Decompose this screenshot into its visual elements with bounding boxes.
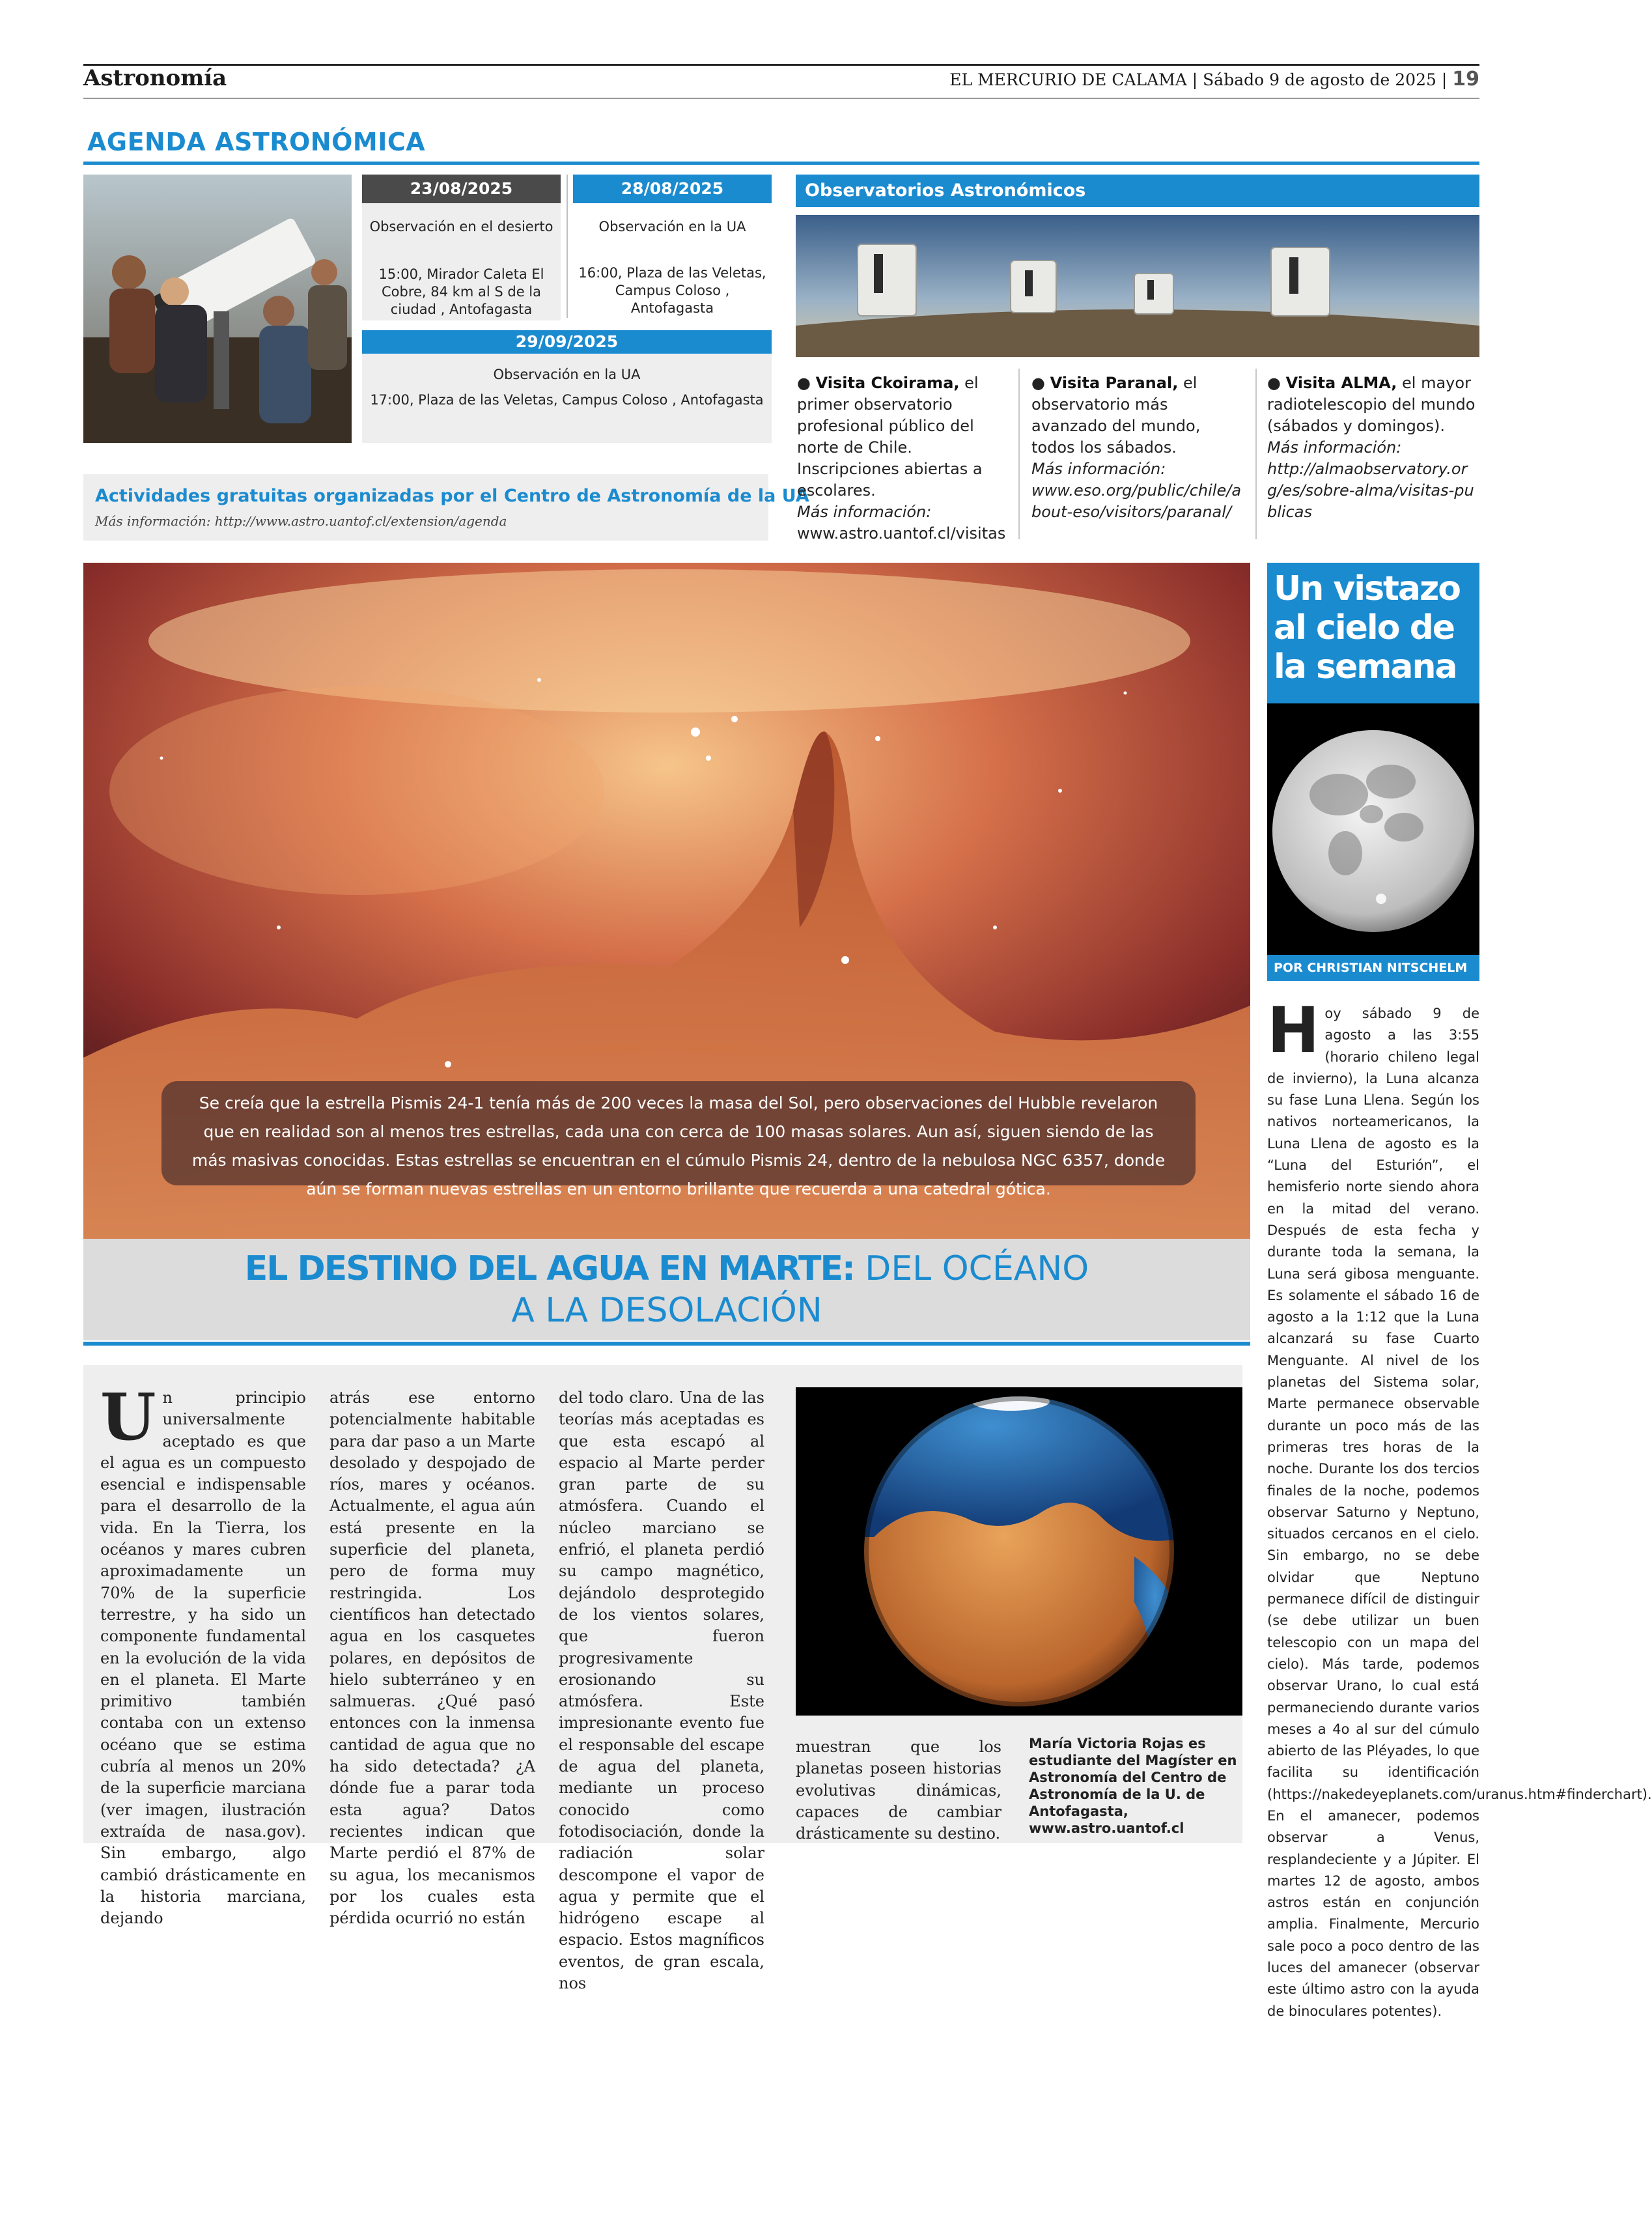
event-date: 28/08/2025 <box>573 175 772 203</box>
visit-ckoirama <box>797 373 1012 544</box>
telescope-photo <box>83 175 352 443</box>
nebula-photo <box>83 563 1250 1239</box>
nebula-caption: Se creía que la estrella Pismis 24-1 tenía más de 200 veces la masa del Sol, pero observaciones del Hubble revelaron que en realidad son al menos tres estrellas, cada una con cerca de 100 masas solares. Aun así, siguen siendo de las más masivas conocidas. Estas estrellas se encuentran en el cúmulo Pismis 24, dentro de la nebulosa NGC 6357, donde aún se forman nuevas estrellas en un entorno brillante que recuerda a una catedral gótica. <box>161 1081 1196 1185</box>
visit-more-label: Más información: <box>1031 460 1166 478</box>
event-separator <box>567 175 568 318</box>
bullet-icon: ● <box>797 374 811 392</box>
agenda-more-info-link[interactable]: Más información: http://www.astro.uantof.cl/extension/agenda <box>95 513 507 529</box>
page-number: 19 <box>1452 68 1479 91</box>
moon-photo <box>1267 703 1479 955</box>
visit-url[interactable]: www.eso.org/public/chile/about-eso/visitors/paranal/ <box>1031 481 1242 521</box>
sidebar-body: oy sábado 9 de agosto a las 3:55 (horario chileno legal de invierno), la Luna alcanza su fase Luna Llena. Según los nativos norteamericanos, la Luna Llena de agosto es la “Luna del Esturión”, el hemisferio norte siendo ahora en la mitad del verano. Después de esta fecha y durante toda la semana, la Luna será gibosa menguante. Es solamente el sábado 16 de agosto a la 1:12 que la Luna alcanzará su fase Cuarto Menguante. Al nivel de los planetas del Sistema solar, Marte permanece observable durante un poco más de las primeras tres horas de la noche. Durante los dos tercios finales de la noche, podemos observar Saturno y Neptuno, situados cercanos en el cielo. Sin embargo, no se debe olvidar que Neptuno permanece difícil de distinguir (se debe utilizar un buen telescopio con un mapa del cielo). Más tarde, podemos observar Urano, lo cual está permaneciendo durante varios meses a 4o al sur del cúmulo abierto de las Pléyades, lo que facilita su identificación (https://nakedeyeplanets.com/uranus.htm#finderchart). En el amanecer, podemos observar a Venus, resplandeciente y a Júpiter. El martes 12 de agosto, ambos astros están en conjunción amplia. Finalmente, Mercurio sale poco a poco dentro de las luces del amanecer (observar este último astro con la ayuda de binoculares potentes). <box>1267 1006 1652 2019</box>
header-bottom-rule <box>83 98 1479 99</box>
event-card <box>573 175 772 320</box>
header-separator: | <box>1441 70 1448 89</box>
title-rule <box>83 1342 1250 1346</box>
visit-name: Visita Paranal, <box>1050 374 1179 392</box>
visit-separator <box>1018 369 1020 539</box>
visit-separator <box>1255 369 1257 539</box>
masthead <box>949 68 1479 91</box>
mars-illustration <box>796 1387 1242 1716</box>
event-detail: 16:00, Plaza de las Veletas, Campus Coloso , Antofagasta <box>578 265 766 316</box>
event-name: Observación en la UA <box>493 367 641 382</box>
article-title-rest-1: DEL OCÉANO <box>854 1249 1089 1288</box>
article-title-rest-2: A LA DESOLACIÓN <box>511 1291 822 1330</box>
article-title <box>83 1248 1250 1331</box>
visit-name: Visita ALMA, <box>1285 374 1397 392</box>
article-column-3: del todo claro. Una de las teorías más aceptadas es que esta escapó al espacio al Marte perder gran parte de su atmósfera. Cuando el núcleo marciano se enfrió, el planeta perdió su campo magnético, dejándolo desprotegido de los vientos solares, que fueron progresivamente erosionando su atmósfera. Este impresionante evento fue el responsable del escape de agua del planeta, mediante un proceso conocido como fotodisociación, donde la radiación solar descompone el vapor de agua y permite que el hidrógeno escape al espacio. Estos magníficos eventos, de gran escala, nos <box>559 1389 764 1993</box>
observatories-title: Observatorios Astronómicos <box>796 175 1479 207</box>
visit-url[interactable]: www.astro.uantof.cl/visitas <box>797 524 1006 543</box>
sidebar-title: Un vistazo al cielo de la semana <box>1267 563 1479 703</box>
issue-date: Sábado 9 de agosto de 2025 <box>1203 70 1436 89</box>
article-column-2: atrás ese entorno potencialmente habitable para dar paso a un Marte desolado y despojado de ríos, mares y océanos. Actualmente, el agua aún está presente en la superficie del planeta, pero de forma muy restringida. Los científicos han detectado agua en los casquetes polares, en depósitos de hielo subterráneo y en salmueras. ¿Qué pasó entonces con la inmensa cantidad de agua que no ha sido detectada? ¿A dónde fue a parar toda esta agua? Datos recientes indican que Marte perdió el 87% de su agua, los mecanismos por los cuales esta pérdida ocurrió no están <box>329 1389 535 1928</box>
agenda-rule <box>83 162 1479 165</box>
observatory-photo <box>796 215 1479 357</box>
bullet-icon: ● <box>1031 374 1045 392</box>
event-date: 29/09/2025 <box>362 330 772 354</box>
event-name: Observación en la UA <box>598 219 746 234</box>
event-name: Observación en el desierto <box>369 219 553 234</box>
agenda-title: AGENDA ASTRONÓMICA <box>87 128 426 156</box>
event-card <box>362 175 561 320</box>
newspaper-name: EL MERCURIO DE CALAMA <box>949 70 1187 89</box>
free-activities-box <box>83 474 809 541</box>
visit-url[interactable]: http://almaobservatory.org/es/sobre-alma/visitas-publicas <box>1267 460 1474 521</box>
article-title-strong: EL DESTINO DEL AGUA EN MARTE: <box>244 1249 854 1288</box>
dropcap: H <box>1267 994 1320 1067</box>
event-detail: 15:00, Mirador Caleta El Cobre, 84 km al S de la ciudad , Antofagasta <box>378 266 544 317</box>
author-note: María Victoria Rojas es estudiante del Magíster en Astronomía del Centro de Astronomía de la U. de Antofagasta, www.astro.uantof.cl <box>1029 1736 1237 1836</box>
article-column-1 <box>100 1380 306 1929</box>
visit-alma <box>1267 373 1482 523</box>
dropcap: U <box>100 1380 156 1455</box>
sidebar-text <box>1267 994 1652 2022</box>
visit-text: el primer observatorio profesional público del norte de Chile. Inscripciones abiertas a escolares. <box>797 374 983 500</box>
article-text: n principio universalmente aceptado es que el agua es un compuesto esencial e indispensable para el desarrollo de la vida. En la Tierra, los océanos y mares cubren aproximadamente un 70% de la superficie terrestre, y ha sido un componente fundamental en la evolución de la vida en el planeta. El Marte primitivo también contaba con un extenso océano que se estima cubría al menos un 20% de la superficie marciana (ver imagen, ilustración extraída de nasa.gov). Sin embargo, algo cambió drásticamente en la historia marciana, dejando <box>100 1389 306 1928</box>
section-title: Astronomía <box>83 65 227 91</box>
event-card <box>362 330 772 443</box>
sidebar-byline: POR CHRISTIAN NITSCHELM <box>1267 955 1479 981</box>
free-activities-title: Actividades gratuitas organizadas por el Centro de Astronomía de la UA <box>95 486 809 506</box>
article-column-4: muestran que los planetas poseen historias evolutivas dinámicas, capaces de cambiar drásticamente su destino. <box>796 1738 1001 1843</box>
visit-more-label: Más información: <box>797 503 932 521</box>
visit-name: Visita Ckoirama, <box>815 374 960 392</box>
header-separator: | <box>1192 70 1198 89</box>
bullet-icon: ● <box>1267 374 1281 392</box>
visit-paranal <box>1031 373 1246 523</box>
event-detail: 17:00, Plaza de las Veletas, Campus Coloso , Antofagasta <box>370 392 764 408</box>
visit-text: el mayor radiotelescopio del mundo (sábados y domingos). <box>1267 374 1476 435</box>
visit-more-label: Más información: <box>1267 438 1402 457</box>
event-date: 23/08/2025 <box>362 175 561 203</box>
article-title-band <box>83 1239 1250 1340</box>
header-top-rule <box>83 64 1479 66</box>
visit-text: el observatorio más avanzado del mundo, todos los sábados. <box>1031 374 1201 457</box>
